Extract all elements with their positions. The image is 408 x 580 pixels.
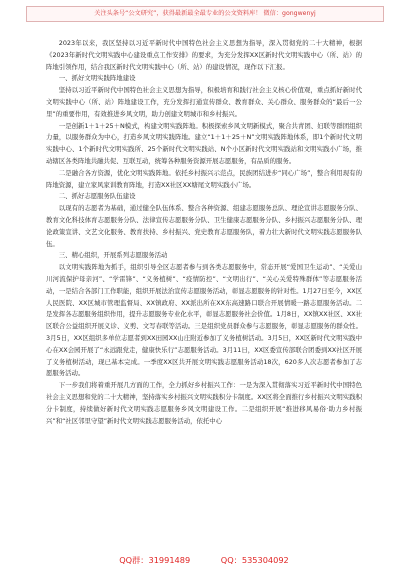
section-heading-3: 三、精心组织，开展系列志愿服务活动: [58, 251, 168, 260]
section-heading-1: 一、抓好文明实践阵地建设: [58, 74, 136, 83]
body-paragraph: 二是融合各方资源，优化文明实践阵地。依托乡村振兴示范点，民族团结进步“同心广场”，整合利用现有的阵地资源，建立家风家训教育阵地，打造XX社区XX塘尾文明实践小广场。: [46, 168, 362, 189]
body-paragraph: 以文明实践阵地为抓手，组织引导全区志愿者参与到各类志愿服务中，常态开展“爱国卫生运动”、“关爱山川河流保护母亲河”、“学雷锋”、“义务植树”、“疫情防控”、“文明出行”、“关心关爱特殊群体”等志愿服务活动，一是结合各部门工作职能，组织开展法治宣传志愿服务活动，彰显志愿服务的针对性。1月27日至今，XX区人民医院、XX区城市管理监督局、XX镇政府、XX派出所在XX东高速路口联合开展情暖一路志愿服务活动。二是发挥各志愿服务组织作用，提升志愿服务专业化水平，彰显志愿服务社会价值。1月8日，XX镇XX社区、XX社区联合公益组织开展义诊、义剪、文写春联等活动。三是组织党员群众参与志愿服务，彰显志愿服务的群众性。3月5日，XX区组织多单位志愿者到XX田园XX山庄附近参加了义务植树活动。3月5日，XX区新时代文明实践中心在XX会园开展了“永远跟党走，健康快乐行”志愿服务活动。3月11日，XX区委宣传部联合团委到XX社区开展了义务植树活动，现已基本完成。一季度XX区共开展文明实践志愿服务活动18次，620多人次志愿者参加了志愿服务活动。: [46, 263, 362, 378]
document-body: [46, 38, 362, 427]
qq-contact-text: QQ：535304092: [220, 555, 289, 565]
body-paragraph: 以现有的志愿者为基础，通过健全队伍体系、整合各种资源、组建志愿服务总队、理论宣讲志愿服务分队、教育文化科技体育志愿服务分队、法律宣传志愿服务分队、卫生健康志愿服务分队、乡村振兴志愿服务分队、理论政策宣讲、文艺文化服务、教育扶持、乡村振兴、党史教育志愿服务队，着力壮大新时代文明实践志愿服务队伍。: [46, 204, 362, 248]
body-paragraph: 坚持以习近平新时代中国特色社会主义思想为指导，积极培育和践行社会主义核心价值观，重点抓好新时代文明实践中心（所、站）阵地建设工作，充分发挥打通宣传群众、教育群众、关心群众、服务群众的“最后一公里”的重要作用，有效推进乡风文明，助力创建文明城市和乡村振兴。: [46, 86, 362, 118]
header-banner: 关注头条号“公文研究”，获得最新最全最专业的公文资料库！ 微信：gongwenyj: [26, 6, 384, 22]
body-paragraph: 一是创新1＋1＋25＋N模式，构建文明实践阵地。积极探索乡风文明新模式，聚合共青团、妇联等群团组织力量，以服务群众为中心，打造乡风文明实践阵地。建立“1＋1＋25＋N”文明实践阵地体系，即1个新时代文明实践中心、1个新时代文明实践所、25个新时代文明实践站、N个小区新时代文明实践站和文明实践小广场，推动辖区各类阵地共融共促、互联互动，统筹各种服务资源开展志愿服务，有品质的服务。: [46, 121, 362, 165]
intro-paragraph: 2023年以来，我区坚持以习近平新时代中国特色社会主义思想为指导，深入贯彻党的二十大精神，根据《2023年新时代文明实践中心建设重点工作安排》的要求，为充分发挥XX区新时代文明实践中心（所、站）的阵地引领作用，结合我区新时代文明实践中心（所、站）的建设情况，现作以下汇报。: [46, 39, 362, 71]
footer-contact: [0, 553, 408, 567]
qq-group-text: QQ群：31991489: [119, 555, 191, 565]
section-heading-2: 二、抓好志愿服务队伍建设: [58, 192, 136, 201]
body-paragraph: 下一步我们将着重开展几方面的工作，全力抓好乡村振兴工作：一是为深入贯彻落实习近平新时代中国特色社会主义思想和党的二十大精神，坚持落实乡村振兴文明实践积分卡制度。XX区将全面推行乡村振兴文明实践积分卡制度，持续做好新时代文明实践志愿服务乡风文明建设工作。二是组织开展“推进移风易俗·助力乡村振兴”和“社区邻里守望”新时代文明实践志愿服务活动，依托中心: [46, 381, 362, 425]
